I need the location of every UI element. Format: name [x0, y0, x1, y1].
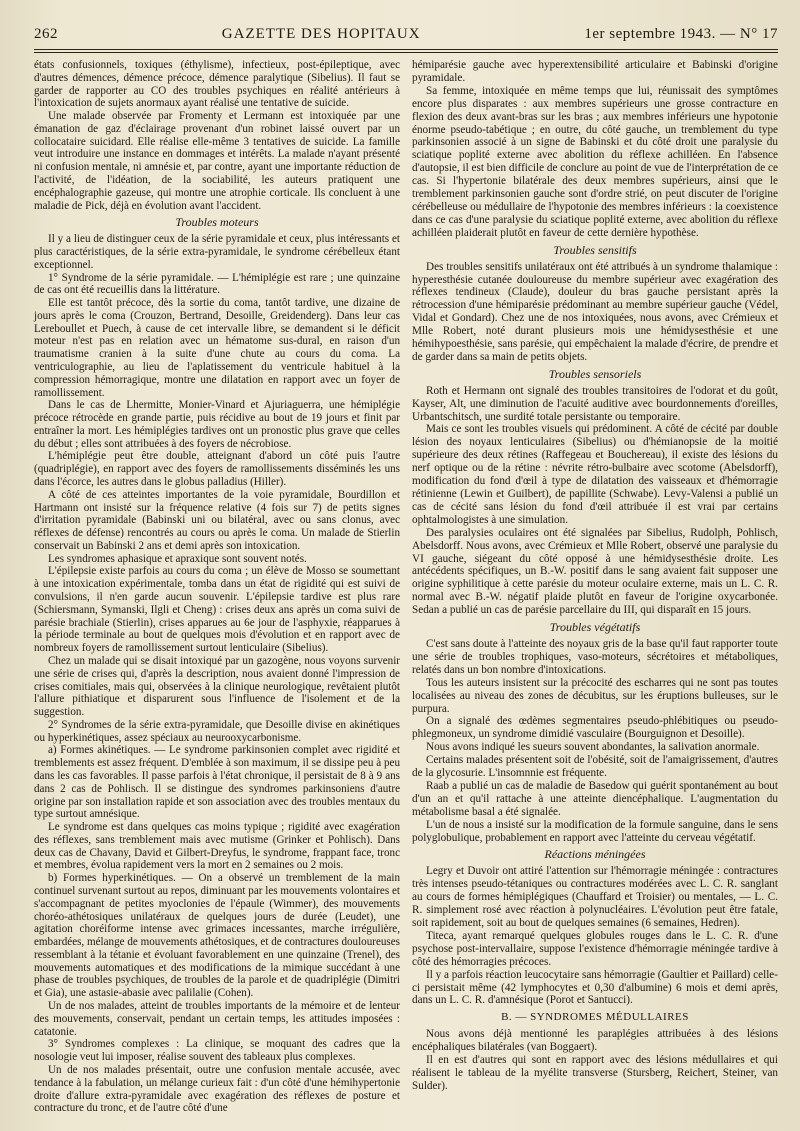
paragraph: Tous les auteurs insistent sur la précocité des escharres qui ne sont pas toutes localisées au niveau des zones de décubitus, sur les éruptions bulleuses, sur le purpura.: [412, 676, 778, 715]
paragraph: Il y a parfois réaction leucocytaire sans hémorragie (Gaultier et Paillard) celle-ci persistait même (42 lymphocytes et 0,30 d'albumine) 6 mois et demi après, dans un L. C. R. d'amnésique (Porot et Santucci).: [412, 968, 778, 1007]
paragraph: On a signalé des œdèmes segmentaires pseudo-phlébitiques ou pseudo-phlegmoneux, un syndrome dimidié vasculaire (Bourguignon et Desoille).: [412, 715, 778, 741]
paragraph: L'hémiplégie peut être double, atteignant d'abord un côté puis l'autre (quadriplégie), en rapport avec des foyers de ramollissements disséminés les uns dans l'écorce, les autres dans le globus palladius (Hiller).: [34, 450, 400, 488]
paragraph: Raab a publié un cas de maladie de Basedow qui guérit spontanément au bout d'un an et qu'il rattache à une atteinte diencéphalique. L'augmentation du métabolisme basal a été signalée.: [412, 779, 778, 818]
section-heading: Troubles moteurs: [175, 215, 259, 230]
paragraph: Roth et Hermann ont signalé des troubles transitoires de l'odorat et du goût, Kayser, Alt, une diminution de l'acuité auditive avec bourdonnements d'oreilles, Urbantschitsch, une surdité totale persistante ou temporaire.: [412, 384, 778, 423]
paragraph: Elle est tantôt précoce, dès la sortie du coma, tantôt tardive, une dizaine de jours après le coma (Crouzon, Bertrand, Desoille, Greidenderg). Dans leur cas Lereboullet et Puech, à cause de cet intervalle libre, se demandent si le déficit moteur n'est pas en relation avec un hématome sus-dural, en raison d'un traumatisme cranien à la suite d'une chute au cours du coma. La ventriculographie, au lieu de l'aplatissement du ventricule habituel à la compression hémorragique, montre une dilatation en rapport avec un foyer de ramollissement.: [34, 297, 400, 399]
two-column-body: [34, 59, 778, 1115]
paragraph: Le syndrome est dans quelques cas moins typique ; rigidité avec exagération des réflexes, sans tremblement mais avec mutisme (Grinker et Pohlisch). Dans deux cas de Chavany, David et Gilbert-Dreyfus, le syndrome, frappant face, tronc et membres, évolua rapidement vers la mort en 2 semaines ou 2 mois.: [34, 821, 400, 872]
paragraph: Un de nos malades, atteint de troubles importants de la mémoire et de lenteur des mouvements, conservait, pendant un certain temps, les attitudes imposées : catatonie.: [34, 1000, 400, 1038]
journal-title: GAZETTE DES HOPITAUX: [221, 26, 421, 42]
paragraph: Nous avons déjà mentionné les paraplégies attribuées à des lésions encéphaliques bilatérales (van Boggaert).: [412, 1028, 778, 1054]
section-heading: Troubles sensoriels: [548, 366, 642, 381]
running-header: [34, 26, 778, 48]
header-rule: [34, 49, 778, 53]
paragraph: a) Formes akinétiques. — Le syndrome parkinsonien complet avec rigidité et tremblements est assez fréquent. D'emblée à son maximum, il se dissipe peu à peu dans les cas favorables. Il passe parfois à l'état chronique, il persistait de 8 à 9 ans dans 2 cas de Pohlisch. Il se distingue des syndromes parkinsoniens d'autre origine par son installation rapide et son association avec des troubles mentaux du type surtout amnésique.: [34, 744, 400, 821]
paragraph: A côté de ces atteintes importantes de la voie pyramidale, Bourdillon et Hartmann ont insisté sur la fréquence relative (4 fois sur 7) de petits signes d'irritation pyramidale (Babinski uni ou bilatéral, avec ou sans clonus, avec réflexes de défense) rencontrés au cours ou après le coma. Un malade de Stierlin conservait un Babinski 2 ans et demi après son intoxication.: [34, 488, 400, 552]
paragraph: 3° Syndromes complexes : La clinique, se moquant des cadres que la nosologie veut lui imposer, réalise souvent des tableaux plus complexes.: [34, 1038, 400, 1064]
right-column: [412, 59, 778, 1115]
paragraph: 2° Syndromes de la série extra-pyramidale, que Desoille divise en akinétiques ou hyperkinétiques, assez spéciaux au neurooxycarbonisme.: [34, 718, 400, 744]
paragraph: Un de nos malades présentait, outre une confusion mentale accusée, avec tendance à la fabulation, un mélange curieux fait : d'un côté d'une hémihypertonie droite d'allure extra-pyramidale avec exagération des réflexes de posture et contracture du tronc, et de l'autre côté d'une: [34, 1063, 400, 1115]
paragraph: Chez un malade qui se disait intoxiqué par un gazogène, nous voyons survenir une série de crises qui, d'après la description, nous avaient donné l'impression de crises comitiales, mais qui, observées à la clinique neurologique, revêtaient plutôt l'allure pithiatique et disparurent sous l'influence de l'isolement et de la suggestion.: [34, 654, 400, 719]
paragraph: Mais ce sont les troubles visuels qui prédominent. A côté de cécité par double lésion des noyaux lenticulaires (Sibelius) ou d'hémianopsie de la moitié supérieure des deux rétines (Raffegeau et Bouchereau), il existe des lésions du nerf optique ou de la rétine : névrite rétro-bulbaire avec scotome (Abelsdorff), modification du fond d'œil à type de dilatation des vaisseaux et d'hémorragie rétinienne (Lewin et Guilbert), de papillite (Schwabe). Levy-Valensi a publié un cas de cécité sans lésion du fond d'œil attribuée il est vrai par certains ophtalmologistes à une simulation.: [412, 423, 778, 526]
page-number: 262: [34, 26, 58, 42]
paragraph: Les syndromes aphasique et apraxique sont souvent notés.: [48, 552, 307, 565]
paragraph: L'épilepsie existe parfois au cours du coma ; un élève de Mosso se soumettant à une intoxication expérimentale, tomba dans un état de rigidité qui est suivi de convulsions, il n'en garde aucun souvenir. L'épilepsie tardive est plus rare (Schiersmann, Symanski, Ilgli et Cheng) : crises deux ans après un coma suivi de parésie brachiale (Stierlin), crises apparues au 6e jour de l'asphyxie, réapparues à la période terminale au bout de quelques mois d'évolution et en rapport avec de nombreux foyers de ramollissement surtout lenticulaire (Sibelius).: [34, 565, 400, 655]
paragraph: Legry et Duvoir ont attiré l'attention sur l'hémorragie méningée : contractures très intenses pseudo-tétaniques ou contractures modérées avec L. C. R. sanglant au cours de formes hémiplégiques (Chauffard et Troisier) ou mentales, — L. C. R. simplement rosé avec réaction à polynucléaires. L'évolution peut être fatale, soit rapidement, soit au bout de quelques semaines (6 semaines, Hedren).: [412, 865, 778, 929]
paragraph: C'est sans doute à l'atteinte des noyaux gris de la base qu'il faut rapporter toute une série de troubles trophiques, vaso-moteurs, sécrétoires et métaboliques, relatés dans un bon nombre d'intoxications.: [412, 637, 778, 676]
paragraph: 1° Syndrome de la série pyramidale. — L'hémiplégie est rare ; une quinzaine de cas ont été recueillis dans la littérature.: [34, 271, 400, 297]
paragraph: hémiparésie gauche avec hyperextensibilité articulaire et Babinski d'origine pyramidale.: [412, 59, 778, 84]
paragraph: états confusionnels, toxiques (éthylisme), infectieux, post-épileptique, avec d'autres démences, démence précoce, démence paralytique (Sibelius). Il faut se garder de rapporter au CO des troubles psychiques en réalité antérieurs à l'intoxication de sujets anormaux ayant réalisé une tentative de suicide.: [34, 59, 400, 110]
paragraph: Nous avons indiqué les sueurs souvent abondantes, la salivation anormale.: [426, 741, 760, 754]
paragraph: Il en est d'autres qui sont en rapport avec des lésions médullaires et qui réalisent le tableau de la myélite transverse (Stursberg, Reichert, Steiner, van Sulder).: [412, 1054, 778, 1092]
paragraph: Des paralysies oculaires ont été signalées par Sibelius, Rudolph, Pohlisch, Abelsdorff. Nous avons, avec Crémieux et Mlle Robert, observé une paralysie du VI gauche, siégeant du côté opposé à une hémidysesthésie droite. Les antécédents spécifiques, un B.-W. positif dans le sang avaient fait supposer une origine syphilitique à cette parésie du moteur oculaire externe, mais un L. C. R. normal avec B.-W. négatif plaide plutôt en faveur de l'origine oxycarbonée. Sedan a publié un cas de parésie parcellaire du III, qui disparaît en 15 jours.: [412, 526, 778, 617]
paragraph: b) Formes hyperkinétiques. — On a observé un tremblement de la main continuel survenant surtout au repos, diminuant par les mouvements volontaires et s'accompagnant de petites myoclonies de l'épaule (Wimmer), des mouvements choréo-athétosiques unilatéraux de quelques jours de durée (Leudet), une agitation choréiforme intense avec grimaces incessantes, marche irrégulière, embardées, mélange de mouvements athétosiques, et de contractures douloureuses ressemblant à la tétanie et évoluant favorablement en une quinzaine (Trenel), des mouvements automatiques et des modifications de la mimique succédant à une phase de troubles psychiques, de troubles de la parole et de quadriplégie (Dimitri et Gia), une astasie-abasie avec palilalie (Cohen).: [34, 872, 400, 1000]
section-heading: Troubles sensitifs: [553, 242, 637, 257]
issue-date: 1er septembre 1943. — N° 17: [584, 26, 778, 42]
paragraph: Il y a lieu de distinguer ceux de la série pyramidale et ceux, plus intéressants et plus caractéristiques, de la série extra-pyramidale, le syndrome cérébelleux étant exceptionnel.: [34, 233, 400, 271]
paragraph: Une malade observée par Fromenty et Lermann est intoxiquée par une émanation de gaz d'éclairage provenant d'un robinet laissé ouvert par un collocataire suicidard. Elle réalise elle-même 3 tentatives de suicide. La famille veut introduire une instance en dommages et intérêts. La malade n'ayant présenté ni confusion mentale, ni amnésie et, par contre, ayant une importante réduction de l'activité, de l'idéation, de la sociabilité, les auteurs pratiquent une encéphalographie gazeuse, qui montre une atrophie corticale. Ils concluent à une maladie de Pick, déjà en évolution avant l'accident.: [34, 110, 400, 212]
section-heading: Troubles végétatifs: [549, 620, 641, 635]
paragraph: Titeca, ayant remarqué quelques globules rouges dans le L. C. R. d'une psychose post-intervallaire, suppose l'existence d'hémorragie méningée tardive à côté des hémorragies précoces.: [412, 929, 778, 968]
left-column: [34, 59, 400, 1115]
section-heading: B. — SYNDROMES MÉDULLAIRES: [501, 1011, 689, 1024]
paragraph: Des troubles sensitifs unilatéraux ont été attribués à un syndrome thalamique : hyperesthésie cutanée douloureuse du membre supérieur avec exagération des réflexes tendineux (Claude), douleur du bras gauche persistant après la rétrocession d'une hémiparésie prédominant au membre supérieur gauche (Védel, Vidal et Gondard). Chez une de nos intoxiquées, nous avons, avec Crémieux et Mlle Robert, noté durant plusieurs mois une hémidysesthésie et une hémihypoesthésie, sans parésie, qui empêchaient la malade d'écrire, de prendre et de garder dans sa main de petits objets.: [412, 260, 778, 363]
paragraph: Dans le cas de Lhermitte, Monier-Vinard et Ajuriaguerra, une hémiplégie précoce rétrocède en grande partie, puis récidive au bout de 19 jours et finit par entraîner la mort. Les hémiplégies tardives ont un pronostic plus grave que celles du début ; elles sont attribuées à des foyers de nécrobiose.: [34, 399, 400, 450]
section-heading: Réactions méningées: [544, 847, 646, 862]
paragraph: L'un de nous a insisté sur la modification de la formule sanguine, dans le sens polyglobulique, probablement en rapport avec l'atteinte du cerveau végétatif.: [412, 818, 778, 844]
paragraph: Sa femme, intoxiquée en même temps que lui, réunissait des symptômes encore plus disparates : aux membres supérieurs une grosse contracture en flexion des deux avant-bras sur les bras ; aux membres inférieurs une hypotonie énorme pseudo-tabétique ; en outre, du côté gauche, un tremblement du type parkinsonien associé à un signe de Babinski et du côté droit une paralysie du sciatique poplité externe avec abolition du réflexe achilléen. En l'absence d'autopsie, il est bien difficile de conclure au point de vue de l'interprétation de ce cas. Si l'hypertonie bilatérale des deux membres supérieurs, ainsi que le tremblement parkinsonien gauche sont d'ordre strié, on peut discuter de l'origine cérébelleuse ou médullaire de l'hypotonie des membres inférieurs : la coexistence dans ce cas d'une paralysie du sciatique poplité externe, avec abolition du réflexe achilléen plaiderait plutôt en faveur de cette dernière hypothèse.: [412, 84, 778, 239]
paragraph: Certains malades présentent soit de l'obésité, soit de l'amaigrissement, d'autres de la glycosurie. L'insomnnie est fréquente.: [412, 754, 778, 780]
